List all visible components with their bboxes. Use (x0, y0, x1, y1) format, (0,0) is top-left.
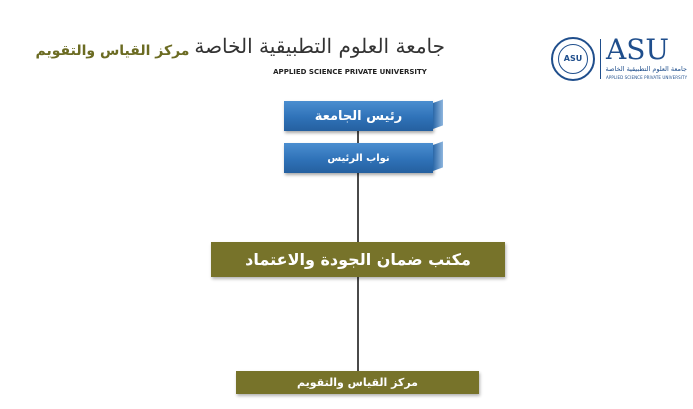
logo-name-english: APPLIED SCIENCE PRIVATE UNIVERSITY (606, 75, 688, 80)
university-name-english: APPLIED SCIENCE PRIVATE UNIVERSITY (273, 68, 427, 76)
org-node-label: مكتب ضمان الجودة والاعتماد (245, 250, 471, 269)
university-seal-icon (551, 37, 595, 81)
logo-acronym: ASU (606, 33, 669, 66)
org-node-label: نواب الرئيس (327, 152, 390, 164)
org-node-quality-office (211, 242, 505, 277)
org-node-label: مركز القياس والتقويم (297, 376, 418, 389)
logo-name-arabic: جامعة العلوم التطبيقية الخاصة (605, 65, 687, 73)
asu-logo (551, 33, 688, 85)
org-node-president (284, 101, 433, 131)
org-node-label: رئيس الجامعة (314, 108, 403, 124)
logo-divider (600, 39, 601, 79)
org-node-vice-presidents (284, 143, 433, 173)
org-node-measurement-center (236, 371, 479, 394)
header-center-title: مركز القياس والتقويم (35, 43, 190, 59)
seal-text: ASU (563, 54, 583, 63)
university-name-arabic: جامعة العلوم التطبيقية الخاصة (194, 34, 445, 58)
